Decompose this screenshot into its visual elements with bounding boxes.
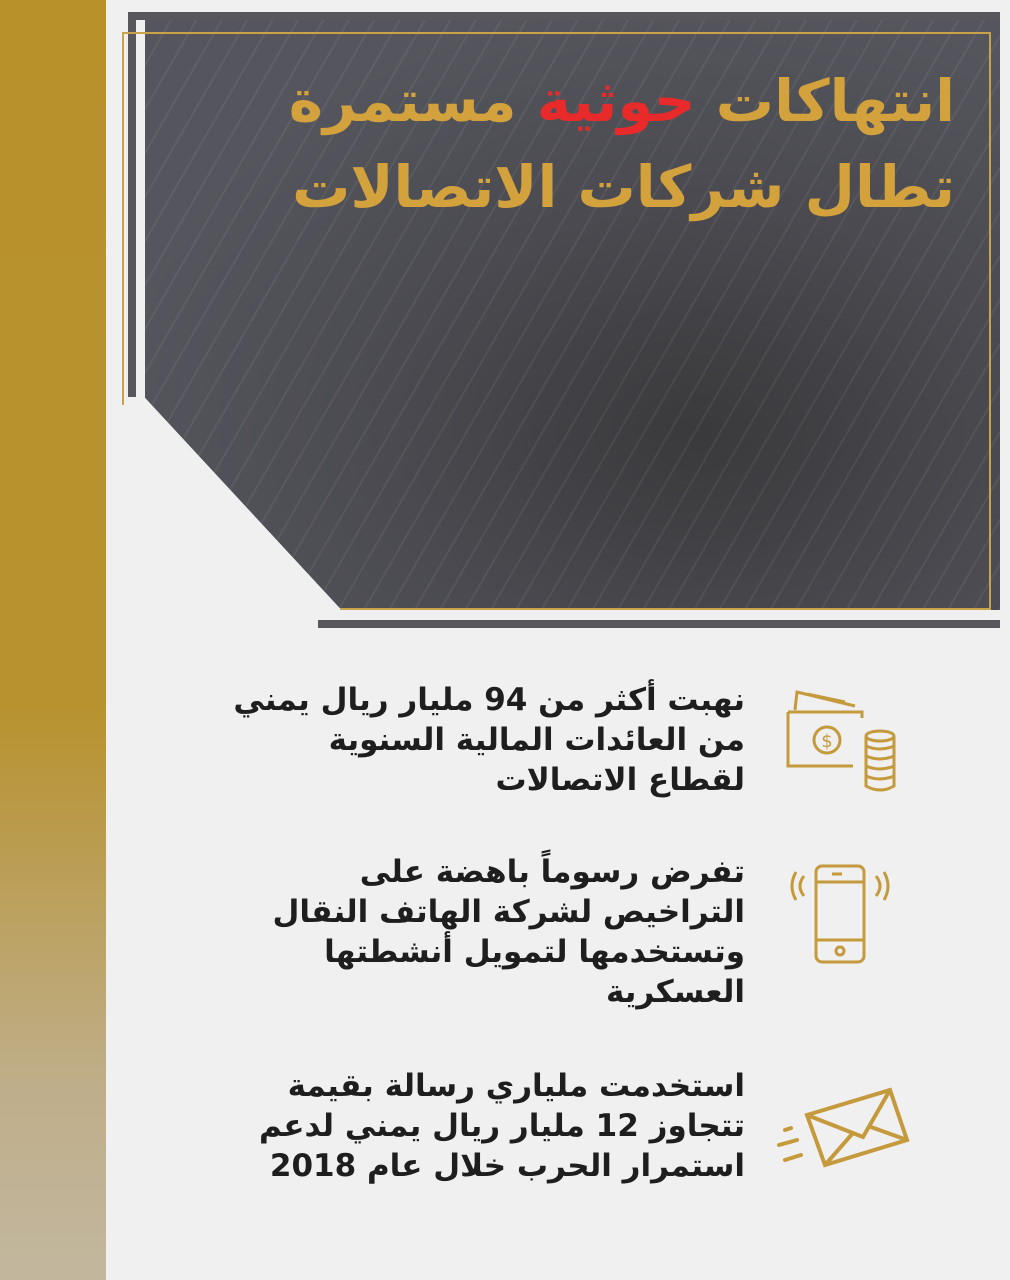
headline-line-2: تطال شركات الاتصالات [292,153,955,221]
fact-line: استخدمت ملياري رسالة بقيمة [287,1068,745,1104]
frame-line [128,12,1000,20]
fact-line: نهبت أكثر من 94 مليار ريال يمني [233,682,745,718]
gold-frame-line [122,32,124,405]
fact-line: من العائدات المالية السنوية [328,722,745,758]
envelope-icon [775,1085,910,1180]
gold-sidebar [0,0,106,1280]
mobile-phone-icon [790,862,890,967]
headline-text: مستمرة [288,67,517,135]
fact-line: العسكرية [605,974,745,1010]
headline [289,58,955,230]
fact-line: لقطاع الاتصالات [495,762,745,798]
fact-line: تفرض رسوماً باهضة على [359,854,745,890]
gold-frame-line [340,608,991,610]
money-coins-icon [785,688,900,798]
fact-item-licenses [255,852,745,1012]
gold-frame-line [989,32,991,610]
fact-line: تتجاوز 12 مليار ريال يمني لدعم [259,1108,745,1144]
fact-item-messages [255,1066,745,1186]
headline-line-1 [289,58,955,144]
headline-highlight: حوثية [536,67,696,135]
frame-line [128,12,136,397]
fact-line: وتستخدمها لتمويل أنشطتها [324,934,745,970]
fact-line: استمرار الحرب خلال عام 2018 [269,1148,745,1184]
gold-frame-line [122,32,990,34]
headline-text: انتهاكات [715,67,955,135]
svg-text:$: $ [821,731,833,752]
fact-line: التراخيص لشركة الهاتف النقال [272,894,745,930]
frame-line [318,620,1000,628]
fact-item-revenue [233,680,745,800]
